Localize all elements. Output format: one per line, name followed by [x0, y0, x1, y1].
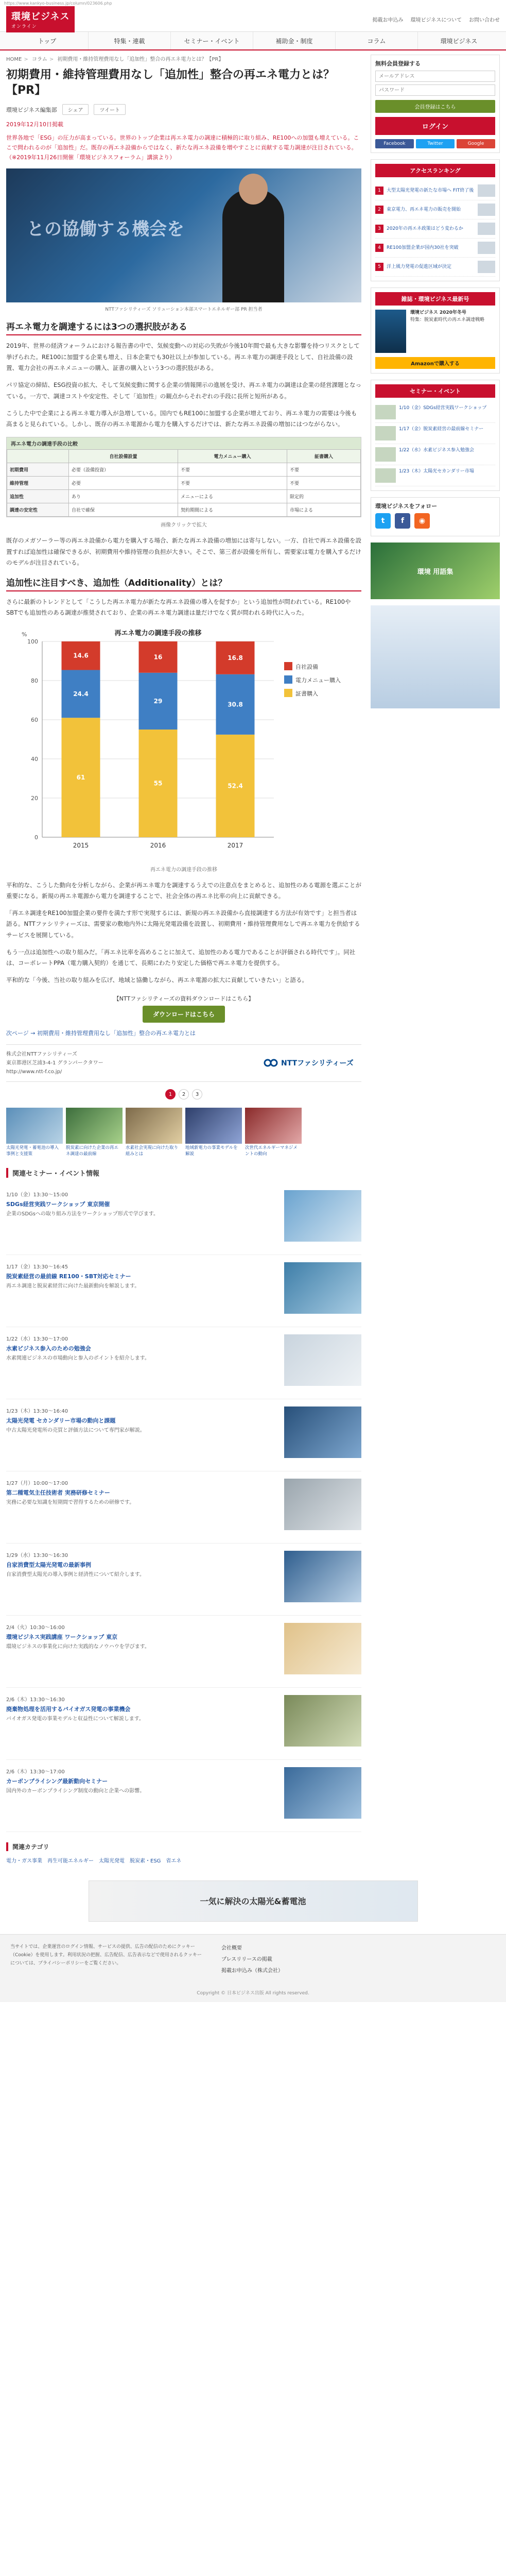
table-row: [7, 477, 361, 490]
ranking-item[interactable]: 2 東京電力、再エネ電力の販売を開始: [375, 200, 495, 219]
seminar-name[interactable]: 第二種電気主任技術者 実務研修セミナー: [6, 1489, 110, 1496]
table-cell: 市場による: [287, 503, 360, 517]
ranking-box: [371, 159, 500, 281]
x-tick-label: 2017: [227, 841, 243, 849]
paragraph-3: こうした中で企業による再エネ電力導入が急増している。国内でもRE100に加盟する企業が増えており、再エネ電力の需要は今後も高まると見られている。しかし、既存の再エネ電源から電力を購入するだけでは、新たな再エネ設備の増加にはつながらない。: [6, 409, 357, 428]
facebook-login[interactable]: Facebook: [375, 139, 414, 148]
paragraph-4: 既存のメガソーラー等の再エネ設備から電力を購入する場合、新たな再エネ設備の増加には寄与しない。一方、自社で再エネ設備を設置すれば追加性は確保できるが、初期費用や維持管理の負担が大きい。そこで、第三者が設備を所有し、需要家は電力を購入するだけのモデルが注目されている。: [6, 537, 361, 566]
company-name: 株式会社NTTファシリティーズ: [6, 1051, 77, 1057]
seminar-name[interactable]: 水素ビジネス参入のための勉強会: [6, 1345, 91, 1352]
footer-link-press[interactable]: プレスリリースの掲載: [221, 1956, 272, 1962]
x-tick-label: 2015: [73, 841, 89, 849]
header-link-contact[interactable]: お問い合わせ: [469, 18, 500, 23]
y-tick-label: 20: [31, 794, 38, 802]
seminar-item[interactable]: [6, 1255, 361, 1327]
table-cell: 必要（設備投資）: [69, 463, 178, 477]
email-input[interactable]: [375, 71, 495, 82]
bar-data-label: 24.4: [73, 690, 89, 698]
article-meta: [6, 104, 361, 115]
side-seminar-item[interactable]: [375, 423, 495, 444]
y-tick-label: 40: [31, 755, 38, 762]
side-seminar-text: 1/10（金）SDGs経営実践ワークショップ: [399, 405, 487, 411]
table-cell: あり: [69, 490, 178, 503]
side-seminar-head: セミナー・イベント: [375, 384, 495, 398]
seminar-image: [284, 1406, 361, 1458]
nav-features[interactable]: 特集・連載: [89, 32, 171, 49]
legend-label: 電力メニュー購入: [295, 676, 341, 684]
main-content: [6, 55, 361, 1864]
breadcrumb: HOME > コラム > 初期費用・維持管理費用なし「追加性」整合の再エネ電力とは？【PR】: [6, 57, 224, 62]
seminar-heading: 関連セミナー・イベント情報: [6, 1168, 361, 1178]
login-title: 無料会員登録する: [375, 60, 421, 67]
table-cell: メニューによる: [178, 490, 287, 503]
copyright: Copyright © 日本ビジネス出版 All rights reserved.: [0, 1985, 506, 2002]
paragraph-2: パリ協定の締結、ESG投資の拡大、そして気候変動に関する企業の情報開示の進展を受け、再エネ電力の調達は企業の経営課題となっている。一方で、調達コストや安定性、そして「追加性」の観点からそれぞれの手段に長所と短所がある。: [6, 381, 362, 400]
seminar-image: [284, 1767, 361, 1819]
share-button[interactable]: シェア: [62, 104, 89, 115]
legend-swatch: [284, 675, 292, 684]
tweet-button[interactable]: ツイート: [94, 104, 126, 115]
article-title: 初期費用・維持管理費用なし「追加性」整合の再エネ電力とは？【PR】: [6, 69, 335, 97]
seminar-name[interactable]: 太陽光発電 セカンダリー市場の動向と課題: [6, 1417, 116, 1424]
seminar-image: [284, 1334, 361, 1386]
paragraph-6: 平和的な、こうした動向を分析しながら、企業が再エネ電力を調達するうえでの注意点をまとめると、追加性のある電源を選ぶことが重要になる。新規の再エネ電源から電力を調達することで、社会全体の再エネ比率の向上に貢献できる。: [6, 881, 361, 900]
nav-seminar[interactable]: セミナー・イベント: [171, 32, 253, 49]
table-cell: 契約期間による: [178, 503, 287, 517]
table-row: [7, 503, 361, 517]
company-url[interactable]: http://www.ntt-f.co.jp/: [6, 1069, 62, 1075]
table-cell: 調達の安定性: [7, 503, 69, 517]
table-caption: 画像クリックで拡大: [161, 522, 207, 529]
related-thumb[interactable]: [245, 1108, 302, 1158]
bar-data-label: 16.8: [228, 654, 243, 662]
footer-about: 当サイトでは、企業運営のログイン情報、サービスの提供、広告の配信のためにクッキー（Cookie）を使用します。利用状況の把握、広告配信、広告表示などで使用されるクッキーについては、プライバシーポリシーをご覧ください。: [10, 1944, 202, 1966]
legend-swatch: [284, 662, 292, 670]
seminar-item[interactable]: [6, 1327, 361, 1399]
bar-data-label: 29: [153, 697, 163, 705]
category-heading: 関連カテゴリ: [6, 1842, 361, 1851]
related-thumb-title: 太陽光発電・蓄電池の導入事例と支援策: [6, 1145, 59, 1157]
side-seminar-item[interactable]: [375, 444, 495, 465]
seminar-item[interactable]: [6, 1688, 361, 1760]
page-2[interactable]: 2: [179, 1089, 189, 1099]
seminar-desc: 水素関連ビジネスの市場動向と参入のポイントを紹介します。: [6, 1355, 150, 1361]
ranking-title-text: 2020年の再エネ政策はどう変わるか: [387, 226, 463, 231]
x-tick-label: 2016: [150, 841, 166, 849]
category-link[interactable]: 省エネ: [166, 1858, 182, 1864]
ranking-title-text: 洋上風力発電の促進区域が決定: [387, 264, 452, 269]
logo-text: 環境ビジネス: [11, 11, 70, 22]
side-ad-banner[interactable]: [371, 605, 500, 708]
chart-svg: [6, 626, 361, 863]
side-seminar-text: 1/23（木）太陽光セカンダリー市場: [399, 469, 474, 474]
category-link[interactable]: 再生可能エネルギー: [47, 1858, 94, 1864]
magazine-box: [371, 287, 500, 374]
table-cell: 初期費用: [7, 463, 69, 477]
related-thumb[interactable]: [126, 1108, 182, 1158]
table-cell: 維持管理: [7, 477, 69, 490]
seminar-desc: 実務に必要な知識を短期間で習得するための研修です。: [6, 1499, 135, 1505]
procurement-chart[interactable]: [6, 626, 361, 863]
company-info: [6, 1044, 361, 1082]
table-cell: 不要: [178, 463, 287, 477]
ntt-logo-icon: [264, 1057, 278, 1069]
breadcrumb-column[interactable]: コラム: [31, 57, 47, 62]
seminar-desc: 自家消費型太陽光の導入事例と経済性について紹介します。: [6, 1571, 145, 1578]
hero-caption: NTTファシリティーズ ソリューション本部スマートエネルギー部 PR 担当者: [105, 307, 263, 313]
ntt-logo-text: NTTファシリティーズ: [281, 1059, 354, 1068]
page-3[interactable]: 3: [192, 1089, 202, 1099]
header-link-ads[interactable]: 掲載お申込み: [372, 18, 404, 23]
bar-data-label: 16: [153, 653, 163, 661]
table-title: 再エネ電力の調達手段の比較: [7, 437, 361, 449]
header-links: [373, 15, 500, 23]
nav-subsidy[interactable]: 補助金・制度: [253, 32, 336, 49]
article-date: 2019年12月10日掲載: [6, 121, 63, 128]
header-link-about[interactable]: 環境ビジネスについて: [410, 18, 462, 23]
nav-top[interactable]: トップ: [6, 32, 89, 49]
seminar-list: [6, 1183, 361, 1832]
company-address: 東京都港区芝浦3-4-1 グランパークタワー: [6, 1060, 103, 1066]
register-button[interactable]: 会員登録はこちら: [375, 100, 495, 113]
seminar-item[interactable]: [6, 1471, 361, 1544]
amazon-button[interactable]: Amazonで購入する: [375, 357, 495, 369]
url-bar: https://www.kankyo-business.jp/column/023606.php: [4, 1, 112, 6]
download-button[interactable]: ダウンロードはこちら: [143, 1006, 225, 1023]
facebook-icon[interactable]: f: [395, 513, 410, 529]
ranking-item[interactable]: 3 2020年の再エネ政策はどう変わるか: [375, 219, 495, 239]
paragraph-7: 「再エネ調達をRE100加盟企業の要件を満たす形で実現するには、新規の再エネ設備から直接調達する方法が有効です」と担当者は語る。NTTファシリティーズは、需要家の敷地内外に太陽光発電設備を設置し、初期費用・維持管理費用なしで再エネ電力を供給するサービスを展開している。: [6, 909, 360, 939]
category-links: [6, 1856, 361, 1864]
related-thumb[interactable]: [185, 1108, 242, 1158]
seminar-date: 1/17（金）13:30〜16:45: [6, 1264, 68, 1270]
y-tick-label: 0: [34, 834, 38, 841]
seminar-date: 1/22（水）13:30〜17:00: [6, 1336, 68, 1342]
hero-image: [6, 168, 361, 302]
speaker-figure: [222, 189, 284, 302]
footer-links: [221, 1943, 283, 1977]
seminar-date: 2/6（木）13:30〜16:30: [6, 1697, 65, 1703]
seminar-date: 1/10（金）13:30〜15:00: [6, 1192, 68, 1198]
seminar-name[interactable]: SDGs経営実践ワークショップ 東京開催: [6, 1200, 110, 1208]
table-header-row: [7, 450, 361, 463]
table-row: [7, 463, 361, 477]
side-seminar-box: [371, 380, 500, 491]
seminar-date: 1/23（木）13:30〜16:40: [6, 1408, 68, 1414]
table-cell: 不要: [287, 477, 360, 490]
ranking-title-text: 東京電力、再エネ電力の販売を開始: [387, 207, 461, 212]
related-thumb-title: 脱炭素に向けた企業の再エネ調達の最前線: [66, 1145, 119, 1157]
ranking-item[interactable]: 1 大型太陽光発電の新たな市場へ FIT終了後: [375, 181, 495, 200]
magazine-cover[interactable]: [375, 310, 406, 353]
seminar-image: [284, 1551, 361, 1602]
legend-swatch: [284, 689, 292, 697]
ranking-item[interactable]: 4 RE100加盟企業が国内30社を突破: [375, 239, 495, 258]
related-thumb-title: 次世代エネルギーマネジメントの動向: [245, 1145, 298, 1157]
seminar-image: [284, 1190, 361, 1242]
bottom-ad-banner[interactable]: 一気に解決の太陽光&蓄電池: [89, 1880, 418, 1922]
seminar-name[interactable]: カーボンプライシング最新動向セミナー: [6, 1777, 108, 1785]
table-cell: 不要: [178, 477, 287, 490]
paragraph-9: 平和的な「今後、当社の取り組みを広げ、地域と協働しながら、再エネ電源の拡大に貢献していきたい」と語る。: [6, 976, 308, 984]
footer: [0, 1934, 506, 1985]
y-tick-label: 60: [31, 716, 38, 723]
section-heading-2: 追加性に注目すべき、追加性（Additionality）とは？: [6, 575, 361, 591]
login-button[interactable]: ログイン: [375, 117, 495, 135]
seminar-item[interactable]: [6, 1183, 361, 1255]
main-nav: [0, 32, 506, 50]
legend-label: 自社設備: [295, 663, 318, 670]
sidebar: [371, 55, 500, 1864]
bar-data-label: 52.4: [228, 782, 243, 790]
paragraph-5: さらに最新のトレンドとして「こうした再エネ電力が新たな再エネ設備の導入を促すか」という追加性が問われている。RE100やSBTでも追加性のある調達が推奨されており、企業の再エネ電力調達は量だけでなく質が問われる時代に入った。: [6, 598, 351, 617]
table-cell: 不要: [287, 463, 360, 477]
category-link[interactable]: 電力・ガス事業: [6, 1858, 42, 1864]
next-page-link[interactable]: 次ページ → 初期費用・維持管理費用なし「追加性」整合の再エネ電力とは: [6, 1029, 196, 1037]
seminar-date: 2/4（火）10:30〜16:00: [6, 1624, 65, 1631]
seminar-item[interactable]: [6, 1616, 361, 1688]
seminar-image: [284, 1262, 361, 1314]
site-header: [0, 7, 506, 32]
seminar-desc: 中古太陽光発電所の売買と評価方法について専門家が解説。: [6, 1427, 145, 1433]
seminar-image: [284, 1479, 361, 1530]
seminar-image: [284, 1623, 361, 1674]
hero-slide-text: との協働する機会を: [27, 219, 184, 240]
section-heading-1: 再エネ電力を調達するには3つの選択肢がある: [6, 319, 361, 335]
breadcrumb-current: 初期費用・維持管理費用なし「追加性」整合の再エネ電力とは？【PR】: [57, 57, 224, 62]
seminar-name[interactable]: 環境ビジネス実践講座 ワークショップ 東京: [6, 1633, 118, 1640]
table-header: 自社設備設置: [69, 450, 178, 463]
side-seminar-text: 1/22（水）水素ビジネス参入勉強会: [399, 448, 474, 453]
ntt-logo[interactable]: [264, 1055, 361, 1071]
seminar-desc: バイオガス発電の事業モデルと収益性について解説します。: [6, 1716, 144, 1722]
follow-box: [371, 497, 500, 536]
seminar-item[interactable]: [6, 1544, 361, 1616]
seminar-name[interactable]: 脱炭素経営の最前線 RE100・SBT対応セミナー: [6, 1273, 131, 1280]
table-header: 電力メニュー購入: [178, 450, 287, 463]
article-source: 環境ビジネス編集部: [6, 106, 57, 113]
table-cell: 追加性: [7, 490, 69, 503]
seminar-image: [284, 1695, 361, 1747]
twitter-icon[interactable]: t: [375, 513, 391, 529]
y-tick-label: 80: [31, 677, 38, 684]
login-box: [371, 55, 500, 153]
y-axis-label: %: [22, 631, 27, 638]
twitter-login[interactable]: Twitter: [416, 139, 455, 148]
related-thumb[interactable]: [66, 1108, 123, 1158]
side-seminar-text: 1/17（金）脱炭素経営の最前線セミナー: [399, 427, 484, 432]
bar-data-label: 61: [76, 773, 85, 781]
seminar-item[interactable]: [6, 1399, 361, 1471]
table-header: [7, 450, 69, 463]
table-cell: 限定的: [287, 490, 360, 503]
rss-icon[interactable]: ◉: [414, 513, 430, 529]
related-thumb-title: 地域新電力の事業モデルを解説: [185, 1145, 238, 1157]
follow-head: 環境ビジネスをフォロー: [375, 503, 438, 510]
magazine-desc: 特集：脱炭素時代の再エネ調達戦略: [410, 317, 485, 323]
social-login: [375, 139, 495, 148]
legend-label: 証書購入: [295, 690, 318, 697]
site-logo[interactable]: [6, 6, 75, 32]
seminar-date: 1/29（水）13:30〜16:30: [6, 1552, 68, 1558]
side-ad-glossary[interactable]: 環境 用語集: [371, 543, 500, 599]
password-input[interactable]: [375, 84, 495, 96]
article-lead: 世界各地で「ESG」の圧力が高まっている。世界のトップ企業は再エネ電力の調達に積極的に取り組み、RE100への加盟も増えている。ここで問われるのが「追加性」だ。既存の再エネ設備からではなく、新たな再エネ設備を増やすことに貢献する電力調達が注目されている。（※2019年11月26日開催「環境ビジネスフォーラム」講演より）: [6, 134, 359, 161]
seminar-name[interactable]: 廃棄物処理を活用するバイオガス発電の事業機会: [6, 1705, 131, 1713]
logo-sub: オンライン: [11, 24, 37, 29]
table-cell: 自社で確保: [69, 503, 178, 517]
footer-link-ads[interactable]: 掲載お申込み（株式会社）: [221, 1968, 283, 1974]
seminar-name[interactable]: 自家消費型太陽光発電の最新事例: [6, 1561, 91, 1568]
related-thumb-title: 水素社会実現に向けた取り組みとは: [126, 1145, 179, 1157]
bar-data-label: 55: [153, 779, 163, 787]
magazine-title: 環境ビジネス 2020年冬号: [410, 310, 466, 315]
google-login[interactable]: Google: [457, 139, 495, 148]
footer-link-company[interactable]: 会社概要: [221, 1945, 242, 1951]
category-link[interactable]: 太陽光発電: [99, 1858, 125, 1864]
page-1[interactable]: 1: [165, 1089, 176, 1099]
seminar-date: 1/27（月）10:00〜17:00: [6, 1480, 68, 1486]
y-tick-label: 100: [27, 638, 38, 645]
chart-title: 再エネ電力の調達手段の推移: [114, 629, 202, 637]
nav-column[interactable]: コラム: [336, 32, 418, 49]
pagination: [6, 1089, 361, 1099]
related-thumb[interactable]: [6, 1108, 63, 1158]
table-cell: 必要: [69, 477, 178, 490]
breadcrumb-home[interactable]: HOME: [6, 57, 22, 62]
ranking-title: アクセスランキング: [375, 164, 495, 177]
comparison-table[interactable]: [6, 437, 361, 517]
paragraph-1: 2019年、世界の経済フォーラムにおける報告書の中で、気候変動への対応の失敗が今後10年間で最も大きな影響を持つリスクとして挙げられた。RE100に加盟する企業も増え、日本企業でも30社以上が参加している。再エネ電力の調達手段として、自社設備の設置、電力会社の再エネメニューの購入、証書の購入という3つの選択肢がある。: [6, 342, 360, 371]
table-header: 証書購入: [287, 450, 360, 463]
seminar-desc: 企業のSDGsへの取り組み方法をワークショップ形式で学びます。: [6, 1211, 159, 1217]
side-seminar-item[interactable]: [375, 465, 495, 486]
seminar-desc: 国内外のカーボンプライシング制度の動向と企業への影響。: [6, 1788, 145, 1794]
chart-caption: 再エネ電力の調達手段の推移: [150, 867, 217, 873]
magazine-head: 雑誌・環境ビジネス最新号: [375, 292, 495, 306]
table-row: [7, 490, 361, 503]
paragraph-8: もう一点は追加性への取り組みだ。「再エネ比率を高めることに加えて、追加性のある電力であることが評価される時代です」。同社は、コーポレートPPA（電力購入契約）を通じて、長期にわたり安定した価格で再エネ電力を提供する。: [6, 948, 356, 967]
bar-data-label: 30.8: [228, 700, 243, 708]
ranking-item[interactable]: 5 洋上風力発電の促進区域が決定: [375, 258, 495, 277]
related-thumbs: [6, 1108, 361, 1158]
side-seminar-item[interactable]: [375, 402, 495, 423]
ranking-title-text: RE100加盟企業が国内30社を突破: [387, 245, 459, 250]
bar-data-label: 14.6: [73, 652, 89, 659]
ranking-title-text: 大型太陽光発電の新たな市場へ FIT終了後: [387, 188, 474, 193]
seminar-date: 2/6（木）13:30〜17:00: [6, 1769, 65, 1775]
nav-magazine[interactable]: 環境ビジネス: [440, 38, 478, 45]
seminar-item[interactable]: [6, 1760, 361, 1832]
category-link[interactable]: 脱炭素・ESG: [130, 1858, 161, 1864]
download-note: 【NTTファシリティーズの資料ダウンロードはこちら】: [113, 995, 254, 1002]
seminar-desc: 環境ビジネスの事業化に向けた実践的なノウハウを学びます。: [6, 1643, 150, 1650]
seminar-desc: 再エネ調達と脱炭素経営に向けた最新動向を解説します。: [6, 1283, 140, 1289]
